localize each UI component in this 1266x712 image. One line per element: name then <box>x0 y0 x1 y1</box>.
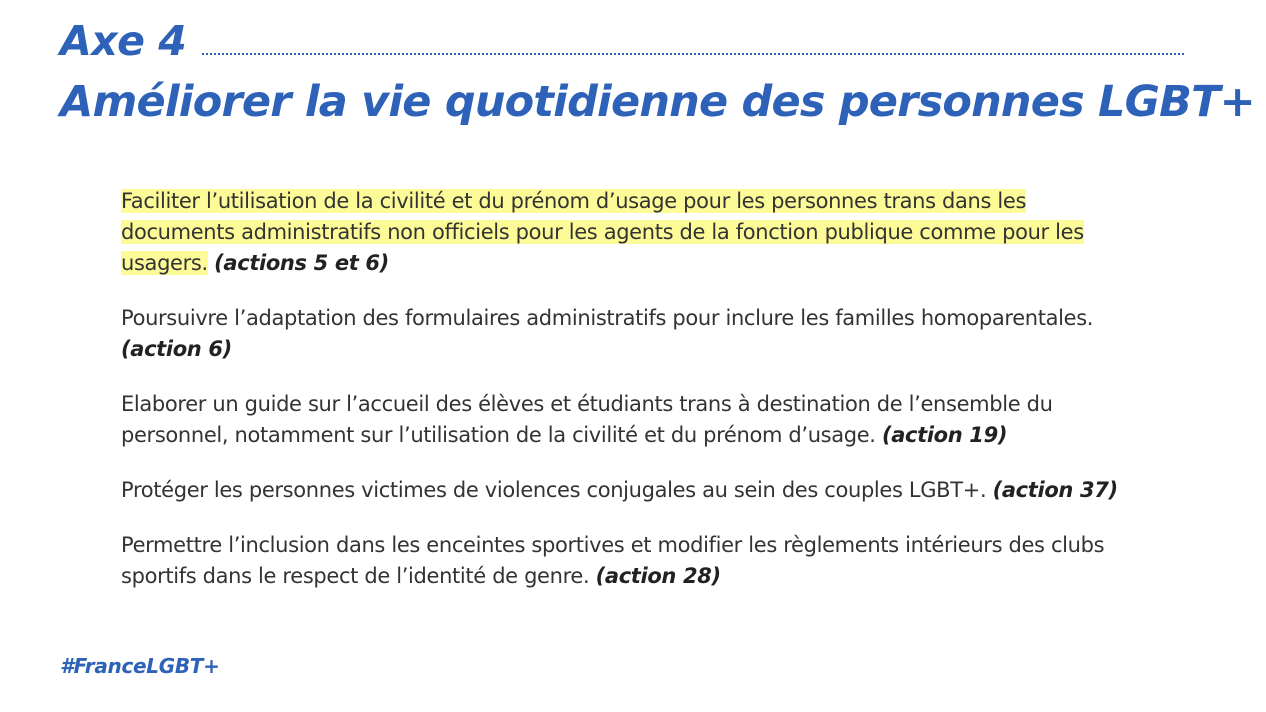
page-title: Améliorer la vie quotidienne des personnes LGBT+ <box>60 77 1255 127</box>
axe-header <box>60 6 1184 65</box>
measure-item-1 <box>121 186 1121 279</box>
measure-text: Protéger les personnes victimes de violences conjugales au sein des couples LGBT+. <box>121 478 987 502</box>
measure-text: Poursuivre l’adaptation des formulaires administratifs pour inclure les familles homoparentales. <box>121 306 1094 330</box>
action-ref: (action 6) <box>121 337 232 361</box>
measures-list <box>121 186 1121 616</box>
action-ref: (action 28) <box>595 564 721 588</box>
action-ref: (action 19) <box>881 423 1008 447</box>
action-ref: (action 37) <box>992 478 1118 502</box>
hashtag: #FranceLGBT+ <box>60 654 220 678</box>
measure-item-5 <box>121 530 1121 592</box>
measure-item-2 <box>121 303 1121 365</box>
action-ref: (actions 5 et 6) <box>214 251 389 275</box>
measure-text: Faciliter l’utilisation de la civilité et du prénom d’usage pour les personnes trans dans les documents administratifs non officiels pour les agents de la fonction publique comme pour les usagers. <box>121 189 1084 275</box>
axe-label: Axe 4 <box>60 17 187 65</box>
dotted-rule <box>202 53 1184 55</box>
measure-item-3 <box>121 389 1121 451</box>
measure-text: Permettre l’inclusion dans les enceintes sportives et modifier les règlements intérieurs des clubs sportifs dans le respect de l’identité de genre. <box>121 533 1105 588</box>
measure-text: Elaborer un guide sur l’accueil des élèves et étudiants trans à destination de l’ensemble du personnel, notamment sur l’utilisation de la civilité et du prénom d’usage. <box>121 392 1053 447</box>
measure-item-4 <box>121 475 1121 506</box>
